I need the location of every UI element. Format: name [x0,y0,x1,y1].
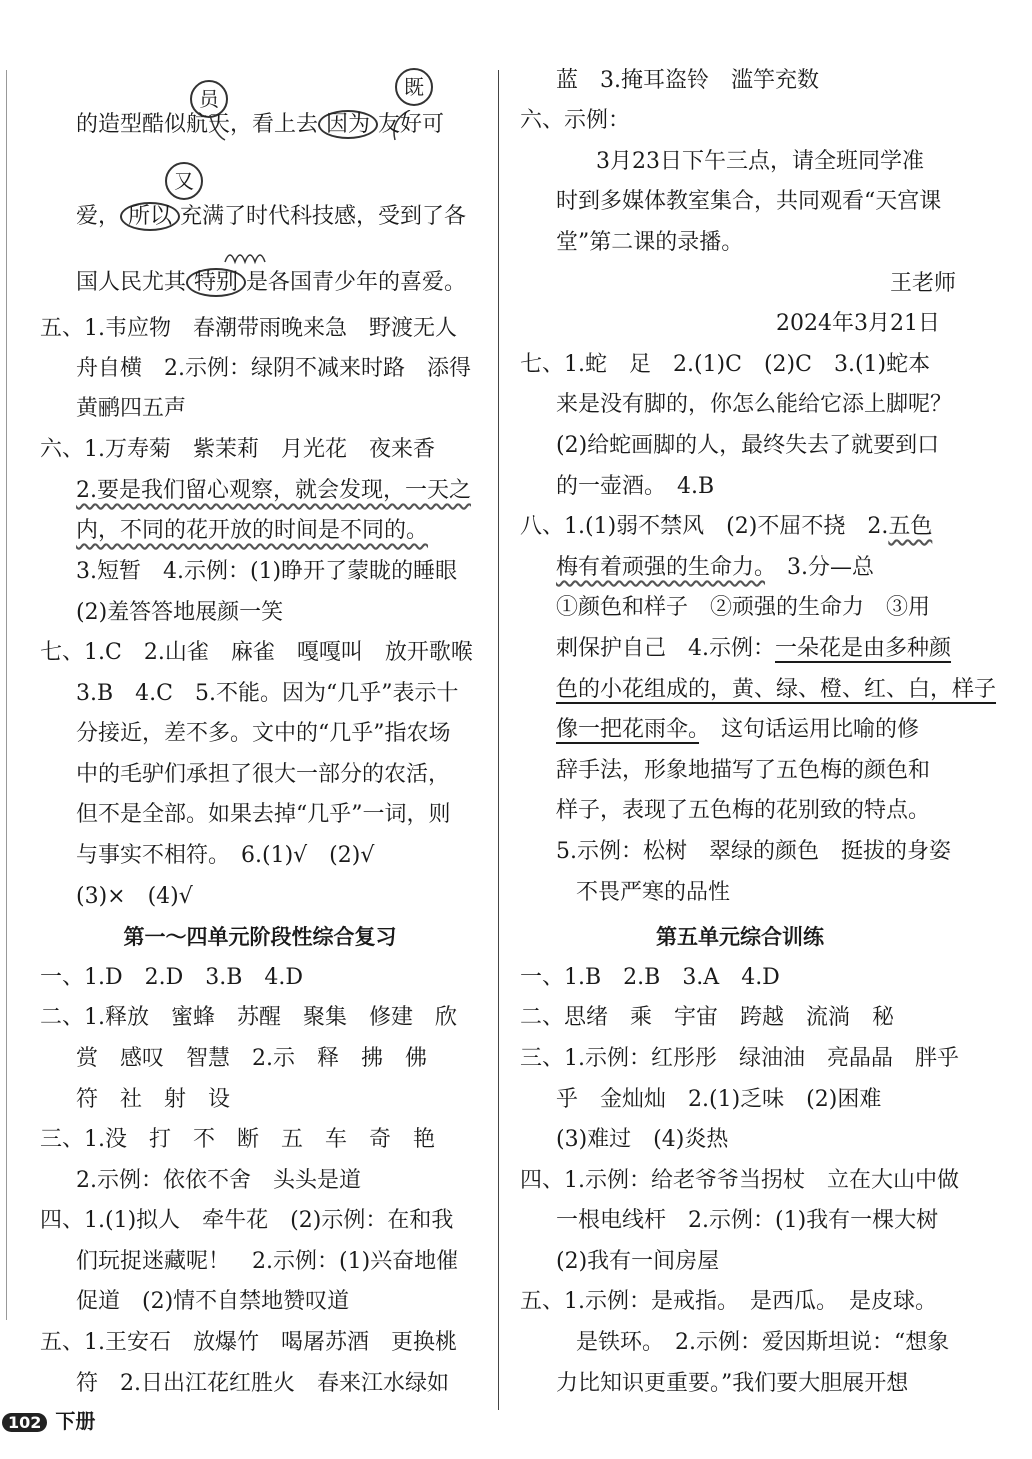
page-number: 102 [2,1413,47,1432]
answer-line: 们玩捉迷藏呢！ 2.示例：(1)兴奋地催 [76,1249,459,1274]
answer-line: 五、1.示例：是戒指。 是西瓜。 是皮球。 [520,1289,937,1314]
edit-line-2: 爱， 所以 充满了时代科技感，受到了各 [76,204,467,229]
answer-line: 与事实不相符。 6.(1)√ (2)√ [76,843,375,868]
edit-line-1: 的造型酷似航天，看上去 因为 友好可 [76,112,445,137]
answer-line: 力比知识更重要。”我们要大胆展开想 [556,1371,909,1396]
circled-word-tebie: 特别 [186,268,246,297]
notice-line: 3月23日下午三点，请全班同学准 [596,149,924,174]
answer-line: 2.要是我们留心观察，就会发现，一天之 [76,478,471,503]
answer-line: 蓝 3.掩耳盗铃 滥竽充数 [556,68,819,93]
answer-line: 一、1.B 2.B 3.A 4.D [520,965,780,990]
answer-line: 赏 感叹 智慧 2.示 释 拂 佛 [76,1046,427,1071]
section-heading-unit5: 第五单元综合训练 [656,925,824,949]
answer-line: (3)× (4)√ [76,884,193,909]
correction-bubble-ji: 既 [395,68,433,106]
answer-line: 二、1.释放 蜜蜂 苏醒 聚集 修建 欣 [40,1005,457,1030]
answer-line: 梅有着顽强的生命力。 3.分—总 [556,555,875,580]
circled-word-yinwei: 因为 [318,110,378,139]
answer-line: 5.示例：松树 翠绿的颜色 挺拔的身姿 [556,839,951,864]
answer-line: 2.示例：依依不舍 头头是道 [76,1168,361,1193]
answer-line: 二、思绪 乘 宇宙 跨越 流淌 秘 [520,1005,895,1030]
notice-signature: 王老师 [890,271,957,296]
circled-word-suoyi: 所以 [120,202,180,231]
answer-line: (2)我有一间房屋 [556,1249,720,1274]
answer-line: 样子，表现了五色梅的花别致的特点。 [556,798,931,823]
answer-line: 中的毛驴们承担了很大一部分的农活， [76,762,451,787]
correction-bubble-you: 又 [165,162,203,200]
answer-line: 六、示例： [520,108,631,133]
correction-bubble-yuan: 员 [190,80,228,118]
answer-line: 像一把花雨伞。 这句话运用比喻的修 [556,717,920,742]
answer-line: 六、1.万寿菊 紫茉莉 月光花 夜来香 [40,437,435,462]
answer-line: 符 2.日出江花红胜火 春来江水绿如 [76,1371,449,1396]
answer-line: (3)难过 (4)炎热 [556,1127,729,1152]
answer-line: 一根电线杆 2.示例：(1)我有一棵大树 [556,1208,939,1233]
answer-line: 五、1.韦应物 春潮带雨晚来急 野渡无人 [40,316,457,341]
answer-line: 黄鹂四五声 [76,396,187,421]
column-divider [498,70,499,1410]
answer-line: 3.B 4.C 5.不能。因为“几乎”表示十 [76,681,459,706]
answer-line: 刺保护自己 4.示例：一朵花是由多种颜 [556,636,952,661]
edit-line-3: 国人民尤其 特别 是各国青少年的喜爱。 [76,270,467,295]
answer-line: 内，不同的花开放的时间是不同的。 [76,518,429,543]
notice-line: 堂”第二课的录播。 [556,230,744,255]
answer-line: 3.短暂 4.示例：(1)睁开了蒙眬的睡眼 [76,559,458,584]
answer-line: 分接近，差不多。文中的“几乎”指农场 [76,721,451,746]
answer-line: 辞手法，形象地描写了五色梅的颜色和 [556,758,931,783]
answer-line: 促道 (2)情不自禁地赞叹道 [76,1289,350,1314]
answer-line: 三、1.没 打 不 断 五 车 奇 艳 [40,1127,435,1152]
answer-line: 但不是全部。如果去掉“几乎”一词，则 [76,802,451,827]
answer-line: 乎 金灿灿 2.(1)乏味 (2)困难 [556,1087,882,1112]
volume-label: 下册 [55,1409,96,1433]
answer-line: (2)给蛇画脚的人，最终失去了就要到口 [556,433,940,458]
answer-line: 来是没有脚的，你怎么能给它添上脚呢？ [556,392,953,417]
answer-line: 是铁环。 2.示例：爱因斯坦说：“想象 [576,1330,950,1355]
delete-mark-icon [220,244,280,268]
section-heading-review: 第一～四单元阶段性综合复习 [123,925,397,949]
page-footer [2,1405,95,1434]
answer-line: (2)羞答答地展颜一笑 [76,600,284,625]
answer-line: 舟自横 2.示例：绿阴不减来时路 添得 [76,356,471,381]
answer-line: 七、1.蛇 足 2.(1)C (2)C 3.(1)蛇本 [520,352,931,377]
page-edge-line [6,70,7,1320]
answer-line: 不畏严寒的品性 [576,880,731,905]
answer-line: 的一壶酒。 4.B [556,474,715,499]
answer-line: 一、1.D 2.D 3.B 4.D [40,965,304,990]
answer-line: 五、1.王安石 放爆竹 喝屠苏酒 更换桃 [40,1330,457,1355]
answer-line: ①颜色和样子 ②顽强的生命力 ③用 [556,595,931,620]
answer-line: 符 社 射 设 [76,1087,231,1112]
answer-line: 八、1.(1)弱不禁风 (2)不屈不挠 2.五色 [520,514,933,539]
answer-line: 四、1.(1)拟人 牵牛花 (2)示例：在和我 [40,1208,454,1233]
answer-line: 四、1.示例：给老爷爷当拐杖 立在大山中做 [520,1168,959,1193]
answer-line: 七、1.C 2.山雀 麻雀 嘎嘎叫 放开歌喉 [40,640,473,665]
notice-line: 时到多媒体教室集合，共同观看“天宫课 [556,189,942,214]
answer-line: 三、1.示例：红彤彤 绿油油 亮晶晶 胖乎 [520,1046,959,1071]
answer-line: 色的小花组成的，黄、绿、橙、红、白，样子 [556,677,997,702]
notice-date: 2024年3月21日 [776,311,940,336]
